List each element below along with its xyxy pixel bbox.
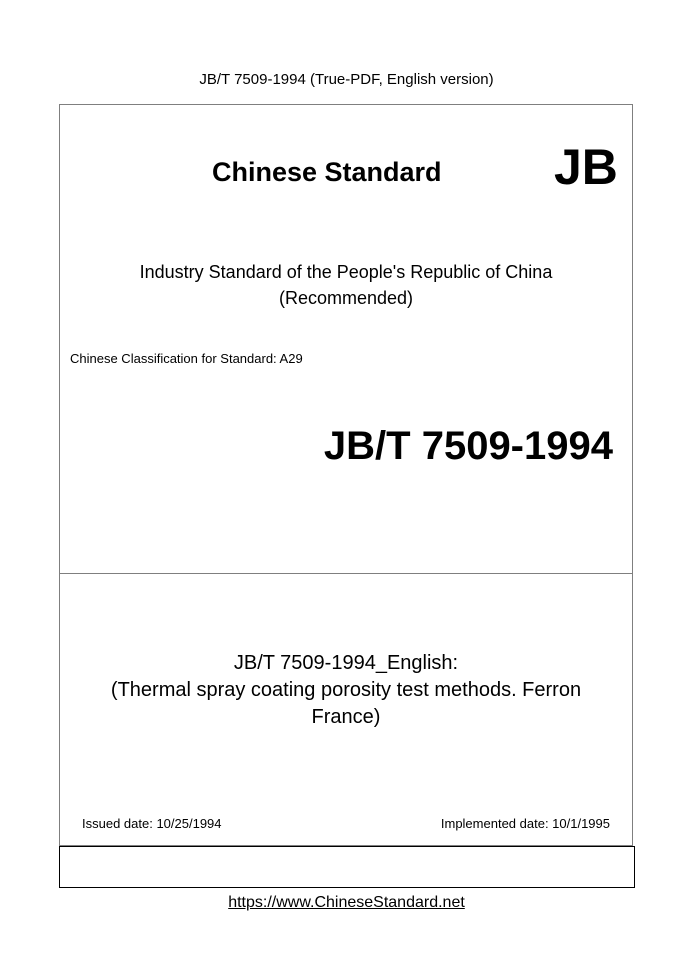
classification-text: Chinese Classification for Standard: A29 [70, 351, 303, 366]
subtitle-line-2: (Recommended) [278, 288, 414, 308]
cover-title: Chinese Standard [212, 157, 442, 187]
english-title-line-3: France) [311, 706, 381, 728]
footer [0, 894, 693, 912]
english-title-line-1: JB/T 7509-1994_English: [233, 652, 459, 674]
standard-number: JB/T 7509-1994 [323, 424, 613, 468]
jb-mark: JB [554, 139, 618, 195]
cover-bottom-frame [59, 846, 635, 888]
subtitle-line-1: Industry Standard of the People's Republic of China [139, 262, 553, 282]
english-title [89, 650, 603, 731]
english-title-line-2: (Thermal spray coating porosity test methods. Ferron [110, 679, 582, 701]
document-header: JB/T 7509-1994 (True-PDF, English version) [199, 71, 494, 88]
issued-date: Issued date: 10/25/1994 [82, 816, 222, 831]
implemented-date: Implemented date: 10/1/1995 [440, 816, 610, 831]
cover-subtitle [59, 259, 633, 311]
website-link[interactable]: https://www.ChineseStandard.net [228, 894, 465, 911]
